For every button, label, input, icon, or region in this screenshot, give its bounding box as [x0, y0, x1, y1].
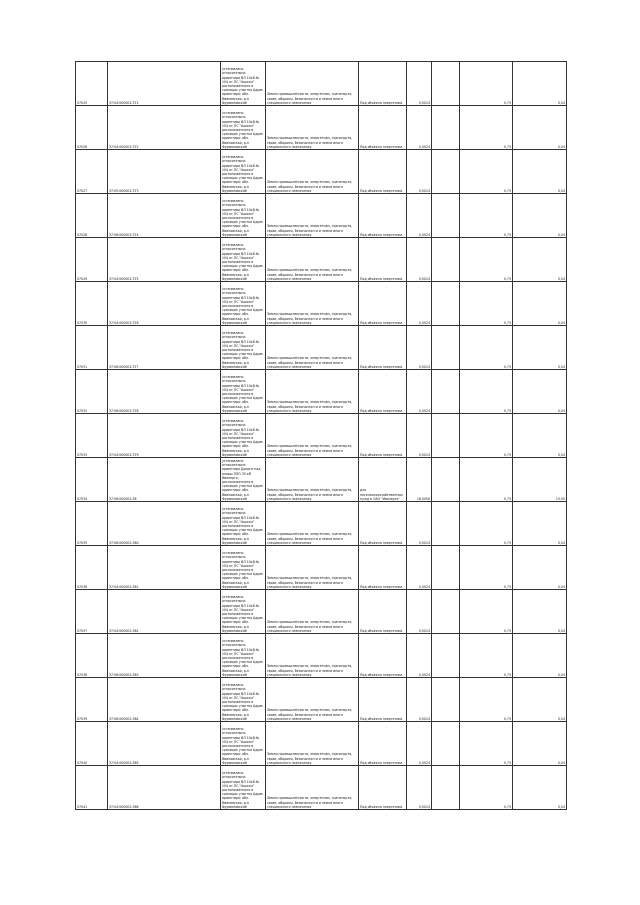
cadastral-number-cell: 37:04:000001:386: [108, 766, 221, 810]
cadastral-number-cell: 37:06:000001:38: [108, 458, 221, 502]
tax-rate-cell: 0,75: [460, 458, 513, 502]
tax-rate-cell: 0,75: [460, 546, 513, 590]
land-category-cell: Земли промышленности, энергетики, транспорта, связи, обороны, безопасности и земли иного специального назначения: [266, 722, 359, 766]
land-category-cell: Земли промышленности, энергетики, транспорта, связи, обороны, безопасности и земли иного специального назначения: [266, 194, 359, 238]
permitted-use-cell: Под объекты энергетики: [359, 370, 407, 414]
empty-cell: [432, 282, 460, 326]
tax-amount-cell: 0,04: [513, 282, 567, 326]
table-row: [76, 62, 567, 106]
cadastral-number-cell: 37:04:000001:379: [108, 414, 221, 458]
row-number-cell: 07037: [76, 590, 108, 634]
tax-rate-cell: 0,75: [460, 678, 513, 722]
table-row: [76, 370, 567, 414]
location-cell: установлено относительно ориентира ВЛ 10кВ № 104 от ПС "Ашалы" расположенного в границах участка Адрес ориентира: обл. Ивановская, р-н Фурмановский: [221, 590, 266, 634]
table-body: [76, 62, 567, 810]
tax-amount-cell: 0,04: [513, 370, 567, 414]
land-tax-table: [75, 61, 567, 810]
cadastral-number-cell: 37:06:000001:383: [108, 634, 221, 678]
empty-cell: [432, 194, 460, 238]
cadastral-number-cell: 37:04:000001:382: [108, 590, 221, 634]
empty-cell: [432, 62, 460, 106]
area-cell: 0,0024: [407, 326, 432, 370]
tax-amount-cell: 0,04: [513, 326, 567, 370]
row-number-cell: 07038: [76, 634, 108, 678]
tax-rate-cell: 0,75: [460, 414, 513, 458]
tax-rate-cell: 0,75: [460, 62, 513, 106]
area-cell: 0,0024: [407, 590, 432, 634]
permitted-use-cell: Под объекты энергетики: [359, 150, 407, 194]
permitted-use-cell: Под объекты энергетики: [359, 62, 407, 106]
tax-rate-cell: 0,75: [460, 590, 513, 634]
cadastral-number-cell: 37:04:000001:375: [108, 238, 221, 282]
tax-amount-cell: 0,04: [513, 106, 567, 150]
tax-rate-cell: 0,75: [460, 150, 513, 194]
permitted-use-cell: Под объекты энергетики: [359, 590, 407, 634]
permitted-use-cell: Под объекты энергетики: [359, 634, 407, 678]
cadastral-number-cell: 37:04:000001:372: [108, 106, 221, 150]
location-cell: установлено относительно ориентира ВЛ 10кВ № 104 от ПС "Ашалы" расположенного в границах участка Адрес ориентира: обл. Ивановская, р-н Фурмановский: [221, 678, 266, 722]
location-cell: установлено относительно ориентира ВЛ 10кВ № 104 от ПС "Ашалы" расположенного в границах участка Адрес ориентира: обл. Ивановская, р-н Фурмановский: [221, 414, 266, 458]
tax-rate-cell: 0,75: [460, 238, 513, 282]
location-cell: установлено относительно ориентира ВЛ 10кВ № 104 от ПС "Ашалы" расположенного в границах участка Адрес ориентира: обл. Ивановская, р-н Фурмановский: [221, 62, 266, 106]
empty-cell: [432, 546, 460, 590]
tax-amount-cell: 0,04: [513, 150, 567, 194]
land-category-cell: Земли промышленности, энергетики, транспорта, связи, обороны, безопасности и земли иного специального назначения: [266, 546, 359, 590]
tax-rate-cell: 0,75: [460, 106, 513, 150]
cadastral-number-cell: 37:04:000001:371: [108, 62, 221, 106]
row-number-cell: 07032: [76, 370, 108, 414]
table-row: [76, 634, 567, 678]
location-cell: установлено относительно ориентира ВЛ 10кВ № 104 от ПС "Ашалы" расположенного в границах участка Адрес ориентира: обл. Ивановская, р-н Фурмановский: [221, 370, 266, 414]
land-category-cell: Земли промышленности, энергетики, транспорта, связи, обороны, безопасности и земли иного специального назначения: [266, 634, 359, 678]
table-row: [76, 238, 567, 282]
area-cell: 0,0024: [407, 766, 432, 810]
cadastral-number-cell: 37:06:000001:374: [108, 194, 221, 238]
tax-amount-cell: 0,04: [513, 634, 567, 678]
table-row: [76, 678, 567, 722]
table-row: [76, 150, 567, 194]
row-number-cell: 07040: [76, 722, 108, 766]
row-number-cell: 07029: [76, 238, 108, 282]
permitted-use-cell: Под объекты энергетики: [359, 502, 407, 546]
permitted-use-cell: Под объекты энергетики: [359, 766, 407, 810]
area-cell: 0,0024: [407, 150, 432, 194]
area-cell: 0,0024: [407, 106, 432, 150]
empty-cell: [432, 634, 460, 678]
location-cell: установлено относительно ориентира ВЛ 10кВ № 104 от ПС "Ашалы" расположенного в границах участка Адрес ориентира: обл. Ивановская, р-н Фурмановский: [221, 766, 266, 810]
land-category-cell: Земли промышленности, энергетики, транспорта, связи, обороны, безопасности и земли иного специального назначения: [266, 326, 359, 370]
permitted-use-cell: для несельскохозяйственных нужд в ОАО "Ивэнерго": [359, 458, 407, 502]
table-row: [76, 546, 567, 590]
tax-rate-cell: 0,75: [460, 370, 513, 414]
location-cell: установлено относительно ориентира ВЛ 10кВ № 104 от ПС "Ашалы" расположенного в границах участка Адрес ориентира: обл. Ивановская, р-н Фурмановский: [221, 106, 266, 150]
table-row: [76, 766, 567, 810]
row-number-cell: 07026: [76, 106, 108, 150]
area-cell: 0,0024: [407, 502, 432, 546]
cadastral-number-cell: 37:04:000001:376: [108, 282, 221, 326]
row-number-cell: 07039: [76, 678, 108, 722]
area-cell: 0,0024: [407, 282, 432, 326]
empty-cell: [432, 414, 460, 458]
tax-rate-cell: 0,75: [460, 282, 513, 326]
tax-rate-cell: 0,75: [460, 634, 513, 678]
area-cell: 0,0024: [407, 238, 432, 282]
land-category-cell: Земли промышленности, энергетики, транспорта, связи, обороны, безопасности и земли иного специального назначения: [266, 238, 359, 282]
empty-cell: [432, 370, 460, 414]
tax-amount-cell: 0,04: [513, 766, 567, 810]
land-category-cell: Земли промышленности, энергетики, транспорта, связи, обороны, безопасности и земли иного специального назначения: [266, 106, 359, 150]
area-cell: 0,0024: [407, 62, 432, 106]
empty-cell: [432, 590, 460, 634]
cadastral-number-cell: 37:06:000001:380: [108, 502, 221, 546]
tax-amount-cell: 13,50: [513, 458, 567, 502]
empty-cell: [432, 150, 460, 194]
permitted-use-cell: Под объекты энергетики: [359, 678, 407, 722]
empty-cell: [432, 678, 460, 722]
row-number-cell: 07025: [76, 62, 108, 106]
location-cell: установлено относительно ориентира ВЛ 10кВ № 104 от ПС "Ашалы" расположенного в границах участка Адрес ориентира: обл. Ивановская, р-н Фурмановский: [221, 238, 266, 282]
tax-amount-cell: 0,04: [513, 590, 567, 634]
table-row: [76, 590, 567, 634]
cadastral-number-cell: 37:04:000001:385: [108, 722, 221, 766]
table-row: [76, 414, 567, 458]
tax-amount-cell: 0,04: [513, 722, 567, 766]
tax-rate-cell: 0,75: [460, 194, 513, 238]
area-cell: 18,0000: [407, 458, 432, 502]
location-cell: установлено относительно ориентира ВЛ 10кВ № 104 от ПС "Ашалы" расположенного в границах участка Адрес ориентира: обл. Ивановская, р-н Фурмановский: [221, 150, 266, 194]
row-number-cell: 07035: [76, 502, 108, 546]
row-number-cell: 07027: [76, 150, 108, 194]
tax-amount-cell: 0,04: [513, 62, 567, 106]
tax-rate-cell: 0,75: [460, 326, 513, 370]
row-number-cell: 07030: [76, 282, 108, 326]
cadastral-number-cell: 37:05:000001:373: [108, 150, 221, 194]
land-category-cell: Земли промышленности, энергетики, транспорта, связи, обороны, безопасности и земли иного специального назначения: [266, 678, 359, 722]
row-number-cell: 07033: [76, 414, 108, 458]
table-row: [76, 326, 567, 370]
area-cell: 0,0024: [407, 678, 432, 722]
land-category-cell: Земли промышленности, энергетики, транспорта, связи, обороны, безопасности и земли иного специального назначения: [266, 150, 359, 194]
tax-amount-cell: 0,04: [513, 238, 567, 282]
permitted-use-cell: Под объекты энергетики: [359, 282, 407, 326]
tax-amount-cell: 0,04: [513, 546, 567, 590]
permitted-use-cell: Под объекты энергетики: [359, 326, 407, 370]
table-row: [76, 106, 567, 150]
tax-rate-cell: 0,75: [460, 766, 513, 810]
land-category-cell: Земли промышленности, энергетики, транспорта, связи, обороны, безопасности и земли иного специального назначения: [266, 282, 359, 326]
permitted-use-cell: Под объекты энергетики: [359, 238, 407, 282]
cadastral-number-cell: 37:04:000001:381: [108, 546, 221, 590]
tax-rate-cell: 0,75: [460, 722, 513, 766]
table-row: [76, 502, 567, 546]
cadastral-number-cell: 37:06:000001:384: [108, 678, 221, 722]
land-category-cell: Земли промышленности, энергетики, транспорта, связи, обороны, безопасности и земли иного специального назначения: [266, 502, 359, 546]
area-cell: 0,0024: [407, 414, 432, 458]
row-number-cell: 07028: [76, 194, 108, 238]
empty-cell: [432, 238, 460, 282]
tax-amount-cell: 0,04: [513, 194, 567, 238]
land-category-cell: Земли промышленности, энергетики, транспорта, связи, обороны, безопасности и земли иного специального назначения: [266, 458, 359, 502]
tax-amount-cell: 0,04: [513, 414, 567, 458]
empty-cell: [432, 502, 460, 546]
land-category-cell: Земли промышленности, энергетики, транспорта, связи, обороны, безопасности и земли иного специального назначения: [266, 370, 359, 414]
empty-cell: [432, 106, 460, 150]
area-cell: 0,0024: [407, 370, 432, 414]
table-row: [76, 458, 567, 502]
permitted-use-cell: Под объекты энергетики: [359, 546, 407, 590]
land-category-cell: Земли промышленности, энергетики, транспорта, связи, обороны, безопасности и земли иного специального назначения: [266, 62, 359, 106]
table-row: [76, 194, 567, 238]
land-category-cell: Земли промышленности, энергетики, транспорта, связи, обороны, безопасности и земли иного специального назначения: [266, 766, 359, 810]
area-cell: 0,0024: [407, 634, 432, 678]
row-number-cell: 07041: [76, 766, 108, 810]
permitted-use-cell: Под объекты энергетики: [359, 414, 407, 458]
permitted-use-cell: Под объекты энергетики: [359, 722, 407, 766]
location-cell: установлено относительно ориентира ВЛ 10кВ № 104 от ПС "Ашалы" расположенного в границах участка Адрес ориентира: обл. Ивановская, р-н Фурмановский: [221, 326, 266, 370]
location-cell: установлено относительно ориентира ВЛ 10кВ № 104 от ПС "Ашалы" расположенного в границах участка Адрес ориентира: обл. Ивановская, р-н Фурмановский: [221, 502, 266, 546]
area-cell: 0,0024: [407, 194, 432, 238]
table-row: [76, 722, 567, 766]
row-number-cell: 07036: [76, 546, 108, 590]
location-cell: установлено относительно ориентира Дороги под опоры ЛЭП-35 кВ Ивэнерго, расположенного в границах участка Адрес ориентира: обл. Ивановская, р-н Фурмановский: [221, 458, 266, 502]
land-category-cell: Земли промышленности, энергетики, транспорта, связи, обороны, безопасности и земли иного специального назначения: [266, 590, 359, 634]
tax-amount-cell: 0,04: [513, 502, 567, 546]
permitted-use-cell: Под объекты энергетики: [359, 194, 407, 238]
location-cell: установлено относительно ориентира ВЛ 10кВ № 104 от ПС "Ашалы" расположенного в границах участка Адрес ориентира: обл. Ивановская, р-н Фурмановский: [221, 634, 266, 678]
location-cell: установлено относительно ориентира ВЛ 10кВ № 104 от ПС "Ашалы" расположенного в границах участка Адрес ориентира: обл. Ивановская, р-н Фурмановский: [221, 546, 266, 590]
row-number-cell: 07034: [76, 458, 108, 502]
location-cell: установлено относительно ориентира ВЛ 10кВ № 104 от ПС "Ашалы" расположенного в границах участка Адрес ориентира: обл. Ивановская, р-н Фурмановский: [221, 282, 266, 326]
land-category-cell: Земли промышленности, энергетики, транспорта, связи, обороны, безопасности и земли иного специального назначения: [266, 414, 359, 458]
tax-amount-cell: 0,04: [513, 678, 567, 722]
area-cell: 0,0024: [407, 546, 432, 590]
empty-cell: [432, 722, 460, 766]
location-cell: установлено относительно ориентира ВЛ 10кВ № 104 от ПС "Ашалы" расположенного в границах участка Адрес ориентира: обл. Ивановская, р-н Фурмановский: [221, 722, 266, 766]
empty-cell: [432, 766, 460, 810]
row-number-cell: 07031: [76, 326, 108, 370]
location-cell: установлено относительно ориентира ВЛ 10кВ № 104 от ПС "Ашалы" расположенного в границах участка Адрес ориентира: обл. Ивановская, р-н Фурмановский: [221, 194, 266, 238]
cadastral-number-cell: 37:06:000001:377: [108, 326, 221, 370]
permitted-use-cell: Под объекты энергетики: [359, 106, 407, 150]
cadastral-number-cell: 37:06:000001:378: [108, 370, 221, 414]
table-row: [76, 282, 567, 326]
empty-cell: [432, 326, 460, 370]
area-cell: 0,0024: [407, 722, 432, 766]
empty-cell: [432, 458, 460, 502]
tax-rate-cell: 0,75: [460, 502, 513, 546]
